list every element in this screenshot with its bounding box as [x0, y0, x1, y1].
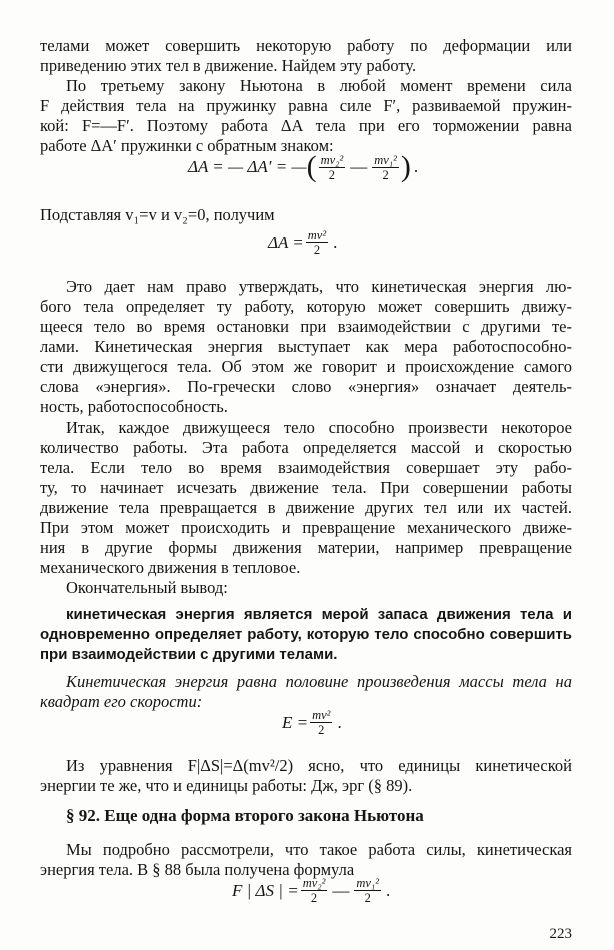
fraction-denominator: 2 — [310, 891, 318, 905]
equation-tail: . — [386, 880, 391, 900]
text-line: движение тела превращается в движение других тел или их частей. — [40, 498, 572, 517]
text-line: щееся тело во время остановки при взаимодействии с другими те- — [40, 317, 572, 336]
text-line: ния в другие формы движения материи, например превращение — [40, 538, 572, 557]
fraction — [319, 153, 346, 182]
fraction-numerator: mv₂² — [302, 876, 326, 890]
text-line: По третьему закону Ньютона в любой момент времени сила — [66, 76, 572, 95]
section-heading: § 92. Еще одна форма второго закона Ньютона — [66, 806, 424, 825]
text-line: бого тела определяет ту работу, которую может совершить движу- — [40, 297, 572, 316]
italic-definition-line: квадрат его скорости: — [40, 692, 203, 711]
fraction-denominator: 2 — [313, 243, 321, 257]
text-line: телами может совершить некоторую работу по деформации или — [40, 36, 572, 55]
equation-lhs: E = — [282, 712, 309, 732]
equation-lhs: ΔA = — ΔA′ = — — [188, 157, 307, 176]
fraction-numerator: mv² — [312, 708, 331, 722]
text-line: сти движущегося тела. Об этом же говорит и происхождение самого — [40, 357, 572, 376]
fraction — [301, 876, 328, 905]
close-paren: ) — [400, 150, 411, 183]
minus-sign: — — [350, 157, 368, 176]
equation-lhs: F | ΔS | = — [232, 880, 299, 900]
fraction-denominator: 2 — [318, 723, 325, 737]
equation-work-change — [188, 152, 421, 182]
text-line: ту, то начинает исчезать движение тела. При совершении работы — [40, 478, 572, 497]
fraction-denominator: 2 — [364, 891, 371, 905]
equation-force-distance — [232, 876, 393, 905]
text-line: тела. Если тело во время взаимодействия совершает эту рабо- — [40, 458, 572, 477]
fraction-numerator: mv₁² — [374, 152, 397, 167]
equation-lhs: ΔA = — [268, 232, 304, 252]
fraction-numerator: mv² — [307, 228, 327, 242]
page-number: 223 — [549, 926, 572, 942]
fraction-numerator: mv₂² — [320, 152, 344, 167]
text-line: Итак, каждое движущееся тело способно произвести некоторое — [66, 418, 572, 437]
text-line: Окончательный вывод: — [66, 578, 228, 597]
text-line: Из уравнения F|ΔS|=Δ(mv²/2) ясно, что единицы кинетической — [66, 756, 572, 775]
bold-conclusion-line: при взаимодействии с другими телами. — [40, 646, 338, 663]
text-line: энергия тела. В § 88 была получена формула — [40, 860, 355, 879]
text-line: кой: F=—F′. Поэтому работа ΔA тела при его торможении равна — [40, 116, 572, 135]
minus-sign: — — [332, 880, 350, 900]
equation-tail: . — [413, 157, 419, 176]
text-line: ность, работоспособность. — [40, 397, 228, 416]
text-line: механического движения в тепловое. — [40, 558, 301, 577]
text-line: работе ΔA′ пружинки с обратным знаком: — [40, 136, 334, 155]
text-line: Это дает нам право утверждать, что кинетическая энергия лю- — [66, 277, 572, 296]
text-line: Подставляя v₁=v и v₂=0, получим — [40, 205, 275, 224]
text-line: приведению этих тел в движение. Найдем эту работу. — [40, 56, 417, 75]
fraction — [310, 708, 332, 737]
text-line: F действия тела на пружинку равна силе F′, развиваемой пружин- — [40, 96, 572, 115]
fraction-denominator: 2 — [382, 167, 389, 182]
text-line: слова «энергия». По-гречески слово «энергия» означает деятель- — [40, 377, 572, 396]
fraction-denominator: 2 — [328, 167, 336, 182]
open-paren: ( — [306, 150, 317, 183]
equation-tail: . — [337, 712, 342, 732]
text-line: При этом может происходить и превращение механического движе- — [40, 518, 572, 537]
bold-conclusion-line: кинетическая энергия является мерой запаса движения тела и — [66, 606, 572, 623]
italic-definition-line: Кинетическая энергия равна половине произведения массы тела на — [66, 672, 572, 691]
equation-tail: . — [333, 232, 338, 252]
text-line: лами. Кинетическая энергия выступает как мера работоспособно- — [40, 337, 572, 356]
text-line: энергии те же, что и единицы работы: Дж, эрг (§ 89). — [40, 776, 413, 795]
equation-kinetic-energy — [282, 708, 345, 737]
fraction — [306, 228, 328, 257]
equation-kinetic-work — [268, 228, 340, 257]
fraction-numerator: mv₁² — [356, 876, 380, 890]
fraction — [372, 153, 399, 182]
text-line: количество работы. Эта работа определяется массой и скоростью — [40, 438, 572, 457]
bold-conclusion-line: одновременно определяет работу, которую тело способно совершить — [40, 626, 572, 643]
text-line: Мы подробно рассмотрели, что такое работа силы, кинетическая — [66, 840, 572, 859]
fraction — [354, 876, 381, 905]
